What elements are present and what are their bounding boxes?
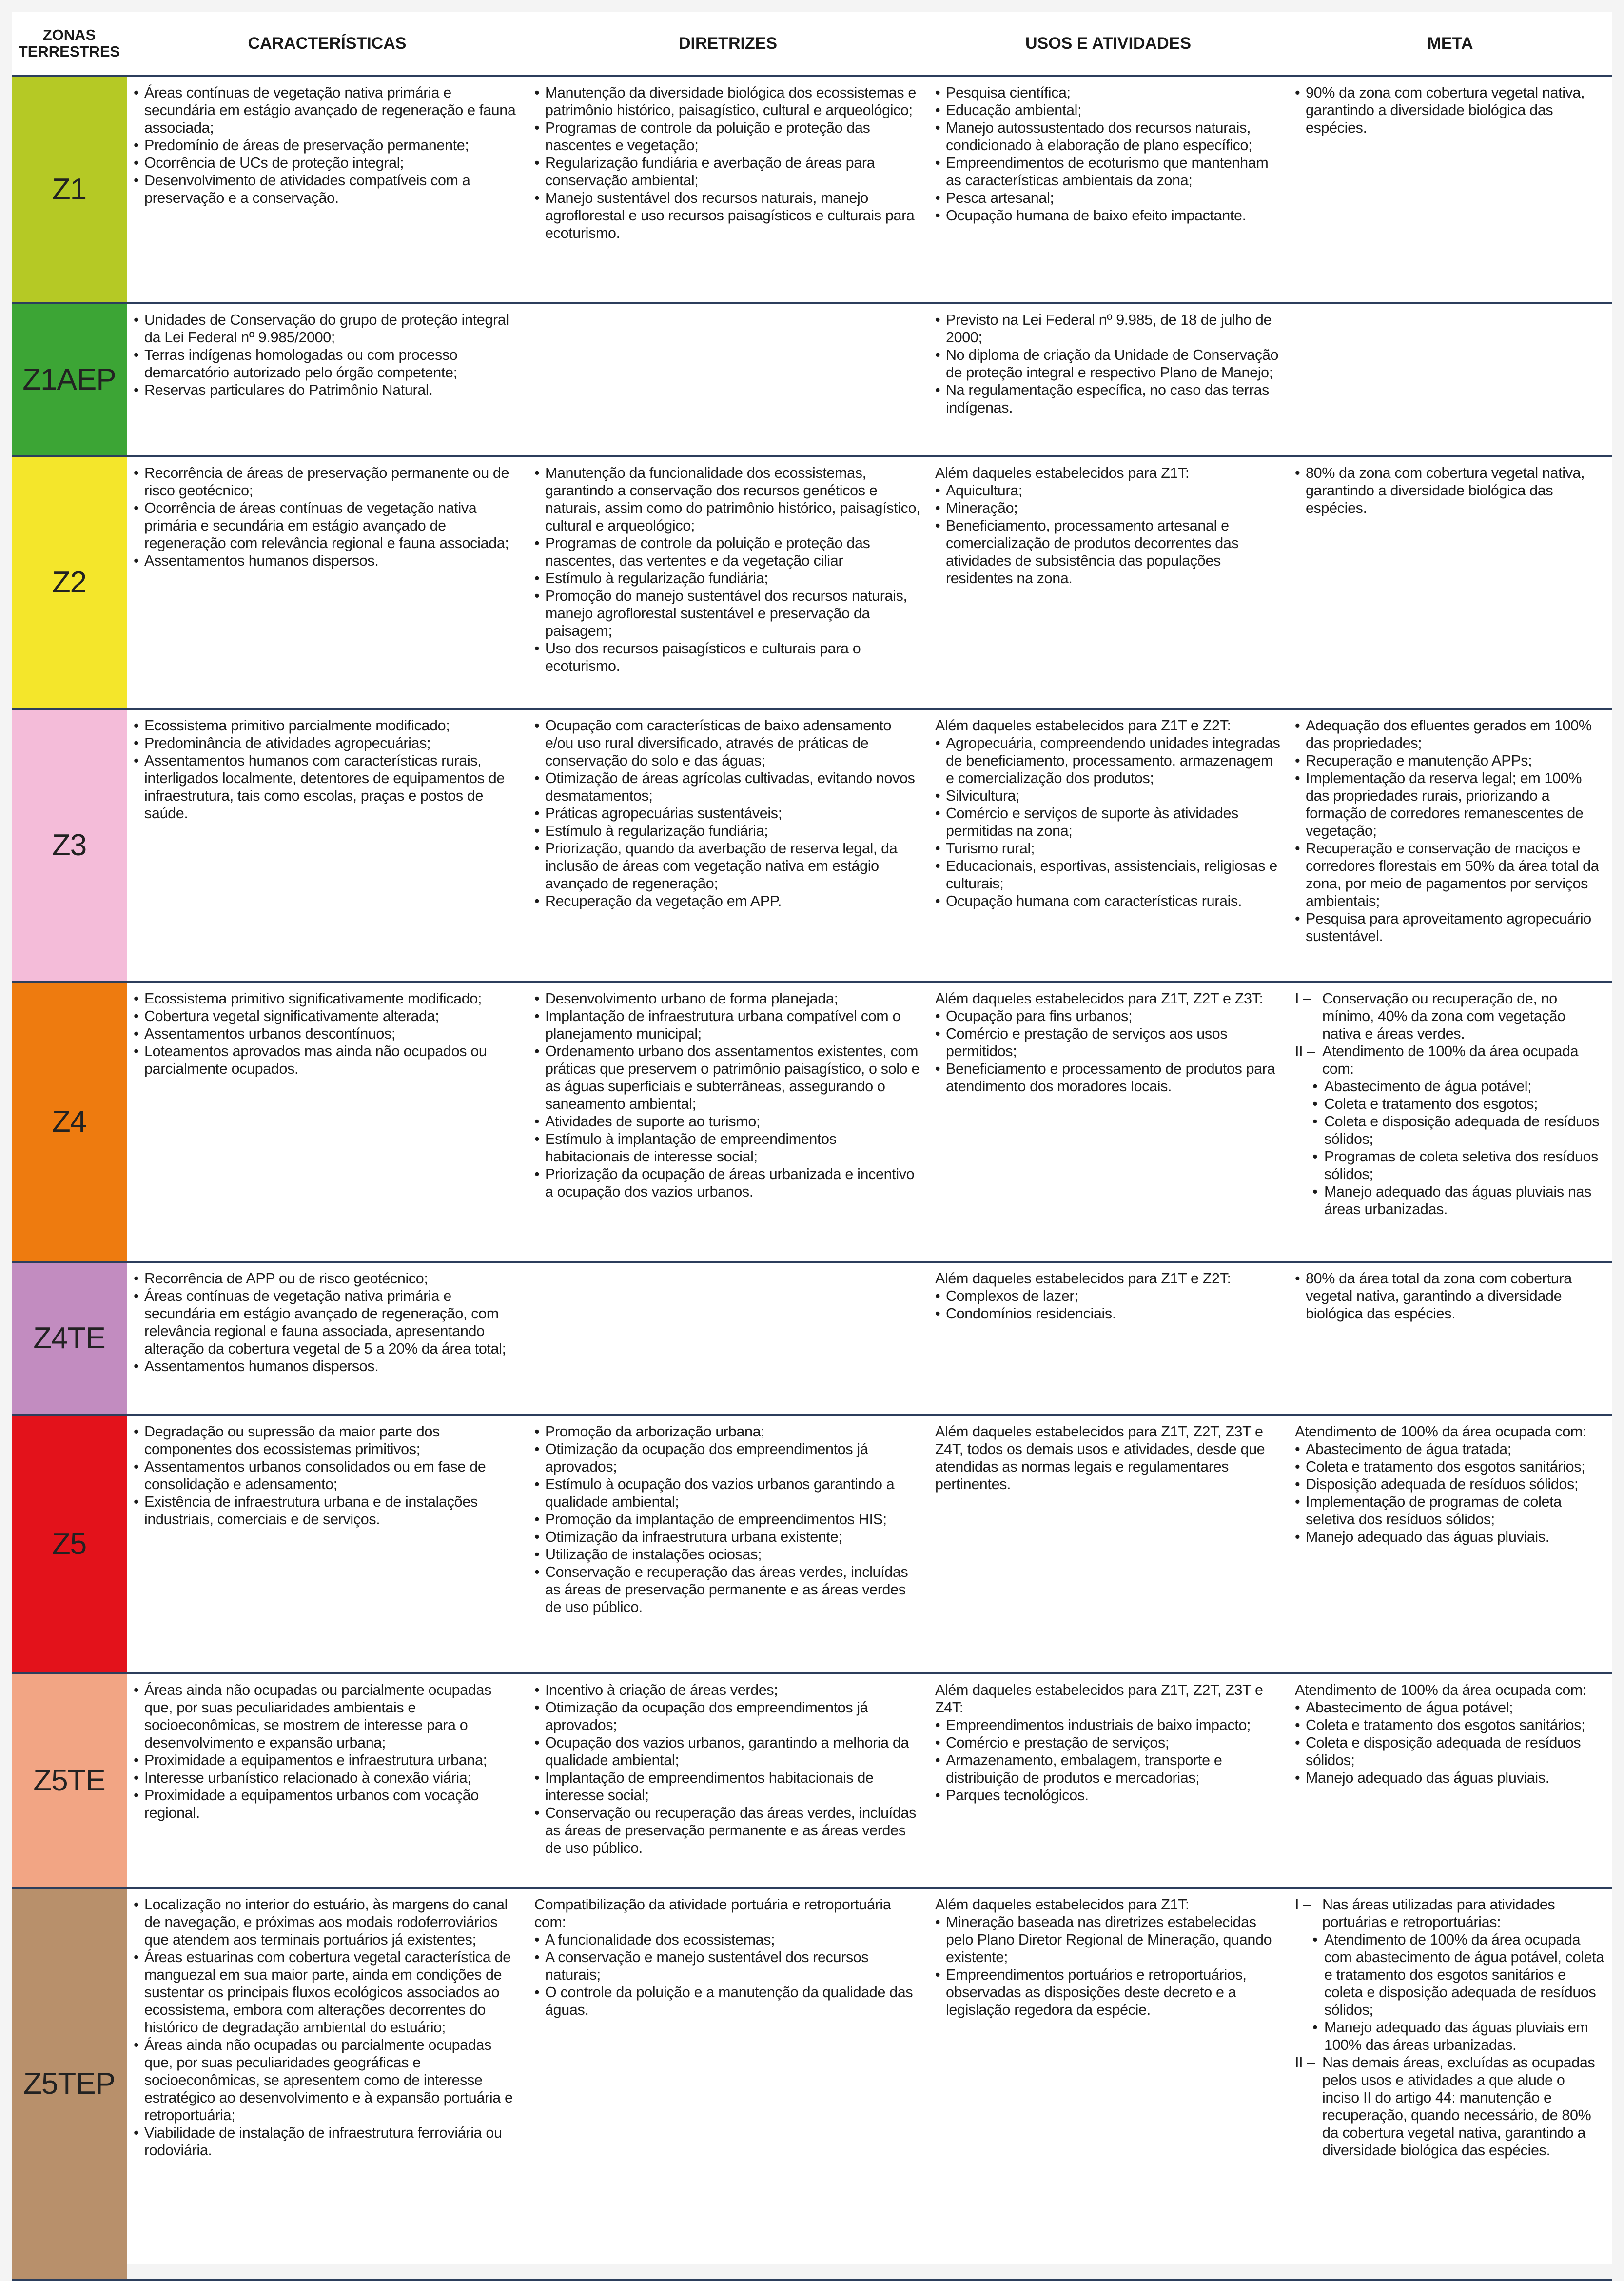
list-item: • Ocupação com características de baixo adensamento e/ou uso rural diversificado, através de práticas de conservação do solo e das águas;: [534, 717, 921, 769]
caracteristicas-cell: [127, 76, 528, 303]
list-item: • Previsto na Lei Federal nº 9.985, de 18 de julho de 2000;: [935, 311, 1281, 346]
list-item: • Programas de controle da poluição e proteção das nascentes, das vertentes e da vegetação ciliar: [534, 534, 921, 570]
inciso-label: II –: [1295, 2054, 1315, 2071]
list-item: • Terras indígenas homologadas ou com processo demarcatório autorizado pelo órgão competente;: [134, 346, 521, 381]
list-item: • Disposição adequada de resíduos sólidos;: [1295, 1475, 1605, 1493]
list-item: • 80% da área total da zona com cobertura vegetal nativa, garantindo a diversidade biológica das espécies.: [1295, 1270, 1605, 1322]
meta-inciso: [1295, 1896, 1605, 1931]
usos-text: Além daqueles estabelecidos para Z1T, Z2T, Z3T e Z4T, todos os demais usos e atividades, desde que atendidas as normas legais e regulamentares pertinentes.: [935, 1423, 1265, 1493]
caracteristicas-cell: [127, 1888, 528, 2280]
caracteristicas-cell: [127, 456, 528, 709]
usos-cell: [928, 303, 1288, 456]
list-item: • Manutenção da diversidade biológica dos ecossistemas e patrimônio histórico, paisagístico, cultural e arqueológico;: [534, 84, 921, 119]
list-item: • Na regulamentação específica, no caso das terras indígenas.: [935, 381, 1281, 416]
bullet-list: [935, 734, 1281, 910]
list-item: • Recorrência de áreas de preservação permanente ou de risco geotécnico;: [134, 464, 521, 499]
bullet-list: [1295, 1699, 1605, 1787]
list-item: • Recorrência de APP ou de risco geotécnico;: [134, 1270, 521, 1287]
diretrizes-cell: [528, 1673, 928, 1888]
list-item: • Regularização fundiária e averbação de áreas para conservação ambiental;: [534, 154, 921, 189]
inciso-label: I –: [1295, 990, 1311, 1007]
list-item: • Abastecimento de água tratada;: [1295, 1440, 1605, 1458]
header-meta: META: [1288, 12, 1612, 76]
bullet-list: [134, 717, 521, 822]
table-row: [12, 1262, 1612, 1415]
list-item: • Existência de infraestrutura urbana e de instalações industriais, comerciais e de serviços.: [134, 1493, 521, 1528]
list-item: • Viabilidade de instalação de infraestrutura ferroviária ou rodoviária.: [134, 2124, 521, 2159]
list-item: • Manutenção da funcionalidade dos ecossistemas, garantindo a conservação dos recursos genéticos e naturais, assim como do patrimônio histórico, paisagístico, cultural e arqueológico;: [534, 464, 921, 534]
list-item: • O controle da poluição e a manutenção da qualidade das águas.: [534, 1984, 921, 2019]
list-item: • Otimização da infraestrutura urbana existente;: [534, 1528, 921, 1546]
bullet-list: [134, 1423, 521, 1528]
list-item: • Áreas contínuas de vegetação nativa primária e secundária em estágio avançado de regeneração, com relevância regional e fauna associada, apresentando alteração da cobertura vegetal de 5 a 20% da área total;: [134, 1287, 521, 1357]
bullet-list: [935, 1716, 1281, 1804]
list-item: • Abastecimento de água potável;: [1295, 1699, 1605, 1716]
list-item: • Manejo adequado das águas pluviais.: [1295, 1769, 1605, 1787]
diretrizes-cell: [528, 709, 928, 982]
table-row: [12, 456, 1612, 709]
header-zonas-terrestres: ZONAS TERRESTRES: [12, 12, 127, 76]
meta-cell: [1288, 1888, 1612, 2280]
list-item: • Beneficiamento e processamento de produtos para atendimento dos moradores locais.: [935, 1060, 1281, 1095]
table-row: [12, 76, 1612, 303]
bullet-list: [134, 1681, 521, 1822]
list-item: • Implementação da reserva legal; em 100% das propriedades rurais, priorizando a formação de corredores remanescentes de vegetação;: [1295, 769, 1605, 840]
zoning-table-page: [12, 12, 1612, 2264]
meta-cell: [1288, 1673, 1612, 1888]
list-item: • Turismo rural;: [935, 840, 1281, 857]
zone-label: Z5TEP: [12, 1888, 127, 2280]
list-item: • Ocorrência de áreas contínuas de vegetação nativa primária e secundária em estágio avançado de regeneração com relevância regional e fauna associada;: [134, 499, 521, 552]
list-item: • Armazenamento, embalagem, transporte e distribuição de produtos e mercadorias;: [935, 1751, 1281, 1787]
bullet-list: [1295, 717, 1605, 945]
list-item: • Silvicultura;: [935, 787, 1281, 805]
usos-cell: [928, 1673, 1288, 1888]
list-item: • Assentamentos humanos dispersos.: [134, 552, 521, 570]
list-item: • Desenvolvimento de atividades compatíveis com a preservação e a conservação.: [134, 172, 521, 207]
table-row: [12, 1415, 1612, 1673]
list-item: • Assentamentos humanos com características rurais, interligados localmente, detentores de equipamentos de infraestrutura, tais como escolas, praças e postos de saúde.: [134, 752, 521, 822]
meta-cell: [1288, 709, 1612, 982]
bullet-list: [134, 1270, 521, 1375]
list-item: • Adequação dos efluentes gerados em 100% das propriedades;: [1295, 717, 1605, 752]
list-item: • Manejo sustentável dos recursos naturais, manejo agroflorestal e uso recursos paisagísticos e culturais para ecoturismo.: [534, 189, 921, 242]
list-item: • 90% da zona com cobertura vegetal nativa, garantindo a diversidade biológica das espécies.: [1295, 84, 1605, 137]
list-item: • Ocupação humana de baixo efeito impactante.: [935, 207, 1281, 224]
usos-cell: [928, 709, 1288, 982]
list-item: • Empreendimentos de ecoturismo que mantenham as características ambientais da zona;: [935, 154, 1281, 189]
diretrizes-intro: Compatibilização da atividade portuária e retroportuária com:: [534, 1896, 891, 1930]
list-item: • Proximidade a equipamentos e infraestrutura urbana;: [134, 1751, 521, 1769]
list-item: • Coleta e disposição adequada de resíduos sólidos;: [1295, 1734, 1605, 1769]
list-item: • Desenvolvimento urbano de forma planejada;: [534, 990, 921, 1007]
list-item: • A conservação e manejo sustentável dos recursos naturais;: [534, 1948, 921, 1984]
usos-cell: [928, 982, 1288, 1262]
meta-inciso: [1295, 1042, 1605, 1078]
diretrizes-cell: [528, 1262, 928, 1415]
list-item: • Otimização da ocupação dos empreendimentos já aprovados;: [534, 1699, 921, 1734]
meta-inciso: [1295, 2054, 1605, 2159]
list-item: • Conservação e recuperação das áreas verdes, incluídas as áreas de preservação permanente e as áreas verdes de uso público.: [534, 1563, 921, 1616]
diretrizes-cell: [528, 76, 928, 303]
zone-label: Z1AEP: [12, 303, 127, 456]
bullet-list: [534, 84, 921, 242]
list-item: • Ocupação para fins urbanos;: [935, 1007, 1281, 1025]
list-item: • Degradação ou supressão da maior parte dos componentes dos ecossistemas primitivos;: [134, 1423, 521, 1458]
list-item: • Comércio e prestação de serviços;: [935, 1734, 1281, 1751]
diretrizes-cell: [528, 1415, 928, 1673]
list-item: • Beneficiamento, processamento artesanal e comercialização de produtos decorrentes das atividades de subsistência das populações residentes na zona.: [935, 517, 1281, 587]
list-item: • Práticas agropecuárias sustentáveis;: [534, 805, 921, 822]
list-item: • Estímulo à regularização fundiária;: [534, 570, 921, 587]
meta-cell: [1288, 76, 1612, 303]
list-item: • Incentivo à criação de áreas verdes;: [534, 1681, 921, 1699]
bullet-list: [935, 311, 1281, 416]
list-item: • Recuperação e conservação de maciços e corredores florestais em 50% da área total da zona, por meio de pagamentos por serviços ambientais;: [1295, 840, 1605, 910]
list-item: • Áreas estuarinas com cobertura vegetal característica de manguezal em sua maior parte, ainda em condições de sustentar os principais fluxos ecológicos associados ao ecossistema, embora com alterações decorrentes do histórico de degradação ambiental do estuário;: [134, 1948, 521, 2036]
list-item: • Otimização da ocupação dos empreendimentos já aprovados;: [534, 1440, 921, 1475]
list-item: • Conservação ou recuperação das áreas verdes, incluídas as áreas de preservação permanente e as áreas verdes de uso público.: [534, 1804, 921, 1857]
list-item: • Manejo autossustentado dos recursos naturais, condicionado à elaboração de plano específico;: [935, 119, 1281, 154]
bullet-list: [1295, 84, 1605, 137]
table-header-row: [12, 12, 1612, 76]
zone-label: Z1: [12, 76, 127, 303]
caracteristicas-cell: [127, 709, 528, 982]
list-item: • Recuperação da vegetação em APP.: [534, 892, 921, 910]
usos-intro: Além daqueles estabelecidos para Z1T e Z2T:: [935, 1270, 1231, 1287]
list-item: • Agropecuária, compreendendo unidades integradas de beneficiamento, processamento, armazenagem e comercialização dos produtos;: [935, 734, 1281, 787]
zoning-table: [12, 12, 1612, 2281]
zone-label: Z4TE: [12, 1262, 127, 1415]
list-item: • Cobertura vegetal significativamente alterada;: [134, 1007, 521, 1025]
list-item: • Assentamentos humanos dispersos.: [134, 1357, 521, 1375]
list-item: • Educação ambiental;: [935, 101, 1281, 119]
bullet-list: [134, 1896, 521, 2159]
list-item: • Assentamentos urbanos descontínuos;: [134, 1025, 521, 1042]
list-item: • Interesse urbanístico relacionado à conexão viária;: [134, 1769, 521, 1787]
list-item: • Pesquisa científica;: [935, 84, 1281, 101]
table-row: [12, 1888, 1612, 2280]
list-item: • Empreendimentos industriais de baixo impacto;: [935, 1716, 1281, 1734]
bullet-list: [534, 717, 921, 910]
list-item: • Priorização, quando da averbação de reserva legal, da inclusão de áreas com vegetação nativa em estágio avançado de regeneração;: [534, 840, 921, 892]
bullet-list: [935, 482, 1281, 587]
usos-cell: [928, 76, 1288, 303]
bullet-list: [1295, 1440, 1605, 1546]
list-item: • Ocupação dos vazios urbanos, garantindo a melhoria da qualidade ambiental;: [534, 1734, 921, 1769]
diretrizes-cell: [528, 982, 928, 1262]
diretrizes-cell: [528, 456, 928, 709]
list-item: • Programas de coleta seletiva dos resíduos sólidos;: [1312, 1148, 1605, 1183]
list-item: • Implantação de empreendimentos habitacionais de interesse social;: [534, 1769, 921, 1804]
inciso-text: Nas áreas utilizadas para atividades portuárias e retroportuárias:: [1322, 1896, 1555, 1930]
list-item: • Mineração baseada nas diretrizes estabelecidas pelo Plano Diretor Regional de Mineração, quando existente;: [935, 1913, 1281, 1966]
list-item: • Otimização de áreas agrícolas cultivadas, evitando novos desmatamentos;: [534, 769, 921, 805]
bullet-list: [134, 311, 521, 399]
inciso-text: Conservação ou recuperação de, no mínimo, 40% da zona com vegetação nativa e áreas verdes.: [1322, 990, 1565, 1042]
bullet-list: [134, 990, 521, 1078]
list-item: • Áreas contínuas de vegetação nativa primária e secundária em estágio avançado de regeneração e fauna associada;: [134, 84, 521, 137]
meta-intro: Atendimento de 100% da área ocupada com:: [1295, 1682, 1587, 1698]
zone-label: Z2: [12, 456, 127, 709]
caracteristicas-cell: [127, 303, 528, 456]
list-item: • Complexos de lazer;: [935, 1287, 1281, 1305]
list-item: • Promoção da arborização urbana;: [534, 1423, 921, 1440]
bullet-list: [534, 1931, 921, 2019]
list-item: • Pesca artesanal;: [935, 189, 1281, 207]
list-item: • Ordenamento urbano dos assentamentos existentes, com práticas que preservem o patrimônio paisagístico, o solo e as águas superficiais e subterrâneas, assegurando o saneamento ambiental;: [534, 1042, 921, 1113]
list-item: • Ocupação humana com características rurais.: [935, 892, 1281, 910]
caracteristicas-cell: [127, 982, 528, 1262]
bullet-list: [534, 990, 921, 1200]
usos-intro: Além daqueles estabelecidos para Z1T:: [935, 1896, 1190, 1913]
list-item: • Loteamentos aprovados mas ainda não ocupados ou parcialmente ocupados.: [134, 1042, 521, 1078]
table-row: [12, 1673, 1612, 1888]
list-item: • Predomínio de áreas de preservação permanente;: [134, 137, 521, 154]
list-item: • Estímulo à implantação de empreendimentos habitacionais de interesse social;: [534, 1130, 921, 1165]
list-item: • Áreas ainda não ocupadas ou parcialmente ocupadas que, por suas peculiaridades geográficas e socioeconômicas, se apresentem como de interesse estratégico ao desenvolvimento e à expansão portuária e retroportuária;: [134, 2036, 521, 2124]
table-row: [12, 709, 1612, 982]
list-item: • Estímulo à ocupação dos vazios urbanos garantindo a qualidade ambiental;: [534, 1475, 921, 1511]
list-item: • Aquicultura;: [935, 482, 1281, 499]
list-item: • Educacionais, esportivas, assistenciais, religiosas e culturais;: [935, 857, 1281, 892]
list-item: • Recuperação e manutenção APPs;: [1295, 752, 1605, 769]
bullet-list: [1312, 1931, 1605, 2054]
caracteristicas-cell: [127, 1415, 528, 1673]
list-item: • Estímulo à regularização fundiária;: [534, 822, 921, 840]
usos-intro: Além daqueles estabelecidos para Z1T, Z2T, Z3T e Z4T:: [935, 1682, 1263, 1716]
usos-cell: [928, 456, 1288, 709]
list-item: • Parques tecnológicos.: [935, 1787, 1281, 1804]
caracteristicas-cell: [127, 1673, 528, 1888]
meta-cell: [1288, 303, 1612, 456]
list-item: • Abastecimento de água potável;: [1312, 1078, 1605, 1095]
header-caracteristicas: CARACTERÍSTICAS: [127, 12, 528, 76]
meta-inciso: [1295, 990, 1605, 1042]
bullet-list: [534, 1681, 921, 1857]
meta-cell: [1288, 982, 1612, 1262]
bullet-list: [935, 84, 1281, 224]
list-item: • Empreendimentos portuários e retroportuários, observadas as disposições deste decreto e a legislação regedora da espécie.: [935, 1966, 1281, 2019]
list-item: • Localização no interior do estuário, às margens do canal de navegação, e próximas aos modais rodoferroviários que atendem aos terminais portuários já existentes;: [134, 1896, 521, 1948]
list-item: • Uso dos recursos paisagísticos e culturais para o ecoturismo.: [534, 640, 921, 675]
list-item: • Unidades de Conservação do grupo de proteção integral da Lei Federal nº 9.985/2000;: [134, 311, 521, 346]
list-item: • Programas de controle da poluição e proteção das nascentes e vegetação;: [534, 119, 921, 154]
table-row: [12, 982, 1612, 1262]
list-item: • Utilização de instalações ociosas;: [534, 1546, 921, 1563]
meta-cell: [1288, 1262, 1612, 1415]
list-item: • Manejo adequado das águas pluviais.: [1295, 1528, 1605, 1546]
header-diretrizes: DIRETRIZES: [528, 12, 928, 76]
table-row: [12, 303, 1612, 456]
zone-label: Z4: [12, 982, 127, 1262]
list-item: • Comércio e serviços de suporte às atividades permitidas na zona;: [935, 805, 1281, 840]
list-item: • Pesquisa para aproveitamento agropecuário sustentável.: [1295, 910, 1605, 945]
zone-label: Z5TE: [12, 1673, 127, 1888]
list-item: • Coleta e disposição adequada de resíduos sólidos;: [1312, 1113, 1605, 1148]
list-item: • Implementação de programas de coleta seletiva dos resíduos sólidos;: [1295, 1493, 1605, 1528]
list-item: • Coleta e tratamento dos esgotos sanitários;: [1295, 1716, 1605, 1734]
zone-label: Z3: [12, 709, 127, 982]
list-item: • Manejo adequado das águas pluviais em 100% das áreas urbanizadas.: [1312, 2019, 1605, 2054]
diretrizes-cell: [528, 303, 928, 456]
usos-intro: Além daqueles estabelecidos para Z1T, Z2T e Z3T:: [935, 990, 1263, 1007]
list-item: • Ecossistema primitivo parcialmente modificado;: [134, 717, 521, 734]
bullet-list: [134, 84, 521, 207]
usos-cell: [928, 1888, 1288, 2280]
bullet-list: [1295, 464, 1605, 517]
bullet-list: [1312, 1078, 1605, 1218]
list-item: • Áreas ainda não ocupadas ou parcialmente ocupadas que, por suas peculiaridades ambientais e socioeconômicas, se mostrem de interesse para o desenvolvimento e expansão urbana;: [134, 1681, 521, 1751]
list-item: • Predominância de atividades agropecuárias;: [134, 734, 521, 752]
list-item: • Manejo adequado das águas pluviais nas áreas urbanizadas.: [1312, 1183, 1605, 1218]
zone-label: Z5: [12, 1415, 127, 1673]
usos-intro: Além daqueles estabelecidos para Z1T e Z2T:: [935, 717, 1231, 734]
usos-intro: Além daqueles estabelecidos para Z1T:: [935, 465, 1190, 481]
bullet-list: [534, 1423, 921, 1616]
list-item: • Mineração;: [935, 499, 1281, 517]
meta-cell: [1288, 1415, 1612, 1673]
diretrizes-cell: [528, 1888, 928, 2280]
meta-cell: [1288, 456, 1612, 709]
bullet-list: [134, 464, 521, 570]
list-item: • Atendimento de 100% da área ocupada com abastecimento de água potável, coleta e tratamento dos esgotos sanitários e coleta e disposição adequada de resíduos sólidos;: [1312, 1931, 1605, 2019]
list-item: • Ecossistema primitivo significativamente modificado;: [134, 990, 521, 1007]
usos-cell: [928, 1415, 1288, 1673]
caracteristicas-cell: [127, 1262, 528, 1415]
list-item: • Coleta e tratamento dos esgotos sanitários;: [1295, 1458, 1605, 1475]
inciso-label: I –: [1295, 1896, 1311, 1913]
list-item: • Implantação de infraestrutura urbana compatível com o planejamento municipal;: [534, 1007, 921, 1042]
header-usos-atividades: USOS E ATIVIDADES: [928, 12, 1288, 76]
bullet-list: [1295, 1270, 1605, 1322]
list-item: • Comércio e prestação de serviços aos usos permitidos;: [935, 1025, 1281, 1060]
list-item: • Condomínios residenciais.: [935, 1305, 1281, 1322]
inciso-text: Nas demais áreas, excluídas as ocupadas pelos usos e atividades a que alude o inciso II do artigo 44: manutenção e recuperação, quando necessário, de 80% da cobertura vegetal nativa, garantindo a diversidade biológica das espécies.: [1322, 2054, 1595, 2159]
list-item: • 80% da zona com cobertura vegetal nativa, garantindo a diversidade biológica das espécies.: [1295, 464, 1605, 517]
bullet-list: [534, 464, 921, 675]
list-item: • Promoção do manejo sustentável dos recursos naturais, manejo agroflorestal sustentável e preservação da paisagem;: [534, 587, 921, 640]
list-item: • Atividades de suporte ao turismo;: [534, 1113, 921, 1130]
inciso-text: Atendimento de 100% da área ocupada com:: [1322, 1043, 1579, 1077]
list-item: • Reservas particulares do Patrimônio Natural.: [134, 381, 521, 399]
inciso-label: II –: [1295, 1043, 1315, 1060]
bullet-list: [935, 1007, 1281, 1095]
bullet-list: [935, 1913, 1281, 2019]
usos-cell: [928, 1262, 1288, 1415]
meta-intro: Atendimento de 100% da área ocupada com:: [1295, 1423, 1587, 1440]
list-item: • Promoção da implantação de empreendimentos HIS;: [534, 1511, 921, 1528]
list-item: • Assentamentos urbanos consolidados ou em fase de consolidação e adensamento;: [134, 1458, 521, 1493]
bullet-list: [935, 1287, 1281, 1322]
list-item: • Coleta e tratamento dos esgotos;: [1312, 1095, 1605, 1113]
list-item: • No diploma de criação da Unidade de Conservação de proteção integral e respectivo Plano de Manejo;: [935, 346, 1281, 381]
list-item: • Priorização da ocupação de áreas urbanizada e incentivo a ocupação dos vazios urbanos.: [534, 1165, 921, 1200]
list-item: • Proximidade a equipamentos urbanos com vocação regional.: [134, 1787, 521, 1822]
list-item: • A funcionalidade dos ecossistemas;: [534, 1931, 921, 1948]
list-item: • Ocorrência de UCs de proteção integral;: [134, 154, 521, 172]
